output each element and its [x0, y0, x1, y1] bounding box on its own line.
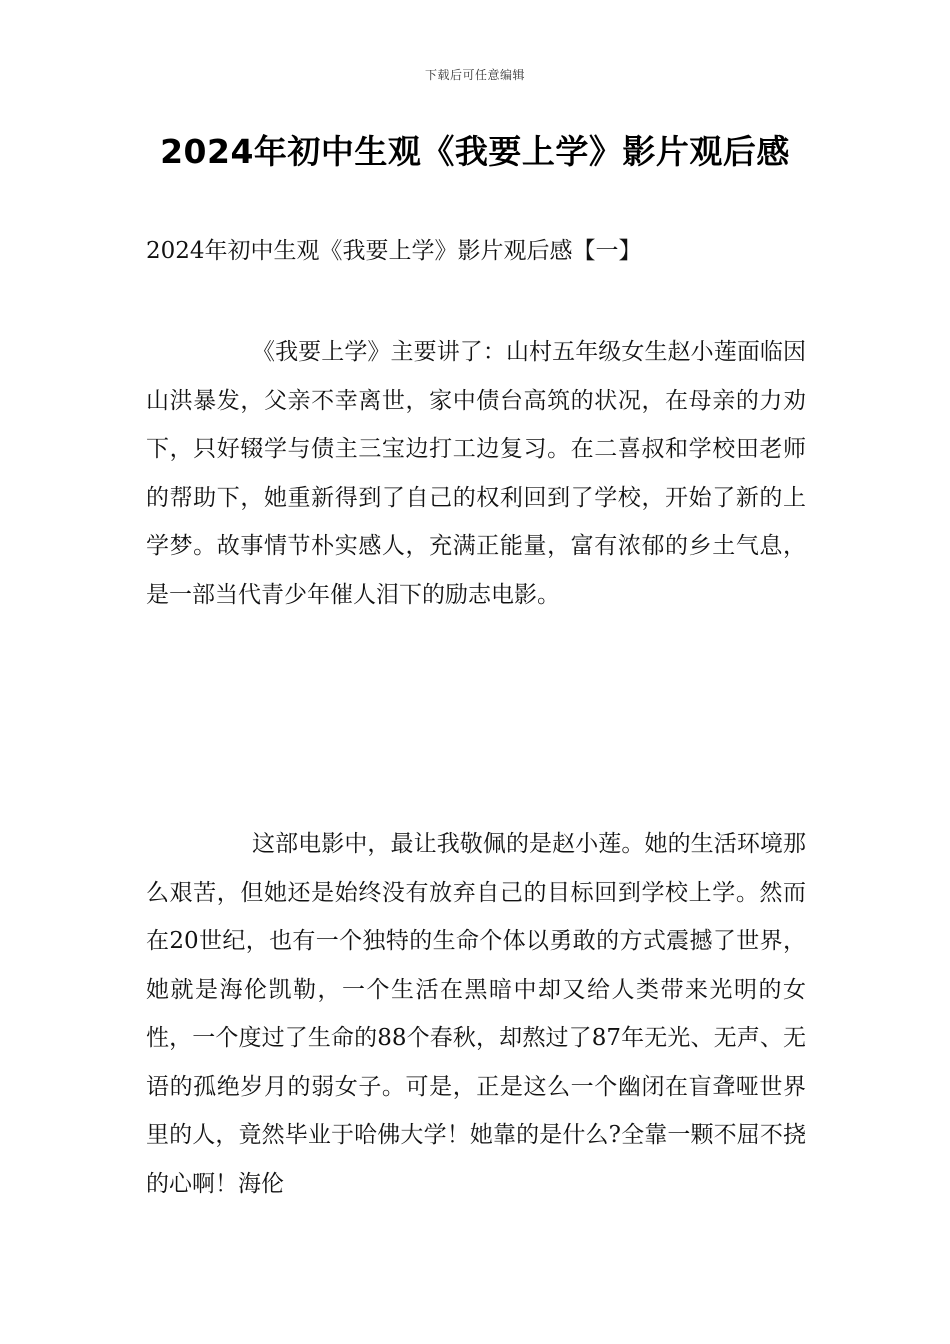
section-heading: 2024年初中生观《我要上学》影片观后感【一】 [146, 238, 642, 264]
paragraph-2: 这部电影中，最让我敬佩的是赵小莲。她的生活环境那么艰苦，但她还是始终没有放弃自己的目标回到学校上学。然而在20世纪，也有一个独特的生命个体以勇敢的方式震撼了世界，她就是海伦凯勒，一个生活在黑暗中却又给人类带来光明的女性，一个度过了生命的88个春秋，却熬过了87年无光、无声、无语的孤绝岁月的弱女子。可是，正是这么一个幽闭在盲聋哑世界里的人，竟然毕业于哈佛大学！她靠的是什么?全靠一颗不屈不挠的心啊！海伦 [146, 831, 806, 1197]
document-title: 2024年初中生观《我要上学》影片观后感 [160, 132, 790, 171]
header-note: 下载后可任意编辑 [424, 68, 525, 82]
paragraph-1: 《我要上学》主要讲了：山村五年级女生赵小莲面临因山洪暴发，父亲不幸离世，家中债台高筑的状况，在母亲的力劝下，只好辍学与债主三宝边打工边复习。在二喜叔和学校田老师的帮助下，她重新得到了自己的权利回到了学校，开始了新的上学梦。故事情节朴实感人，充满正能量，富有浓郁的乡土气息，是一部当代青少年催人泪下的励志电影。 [146, 339, 806, 608]
